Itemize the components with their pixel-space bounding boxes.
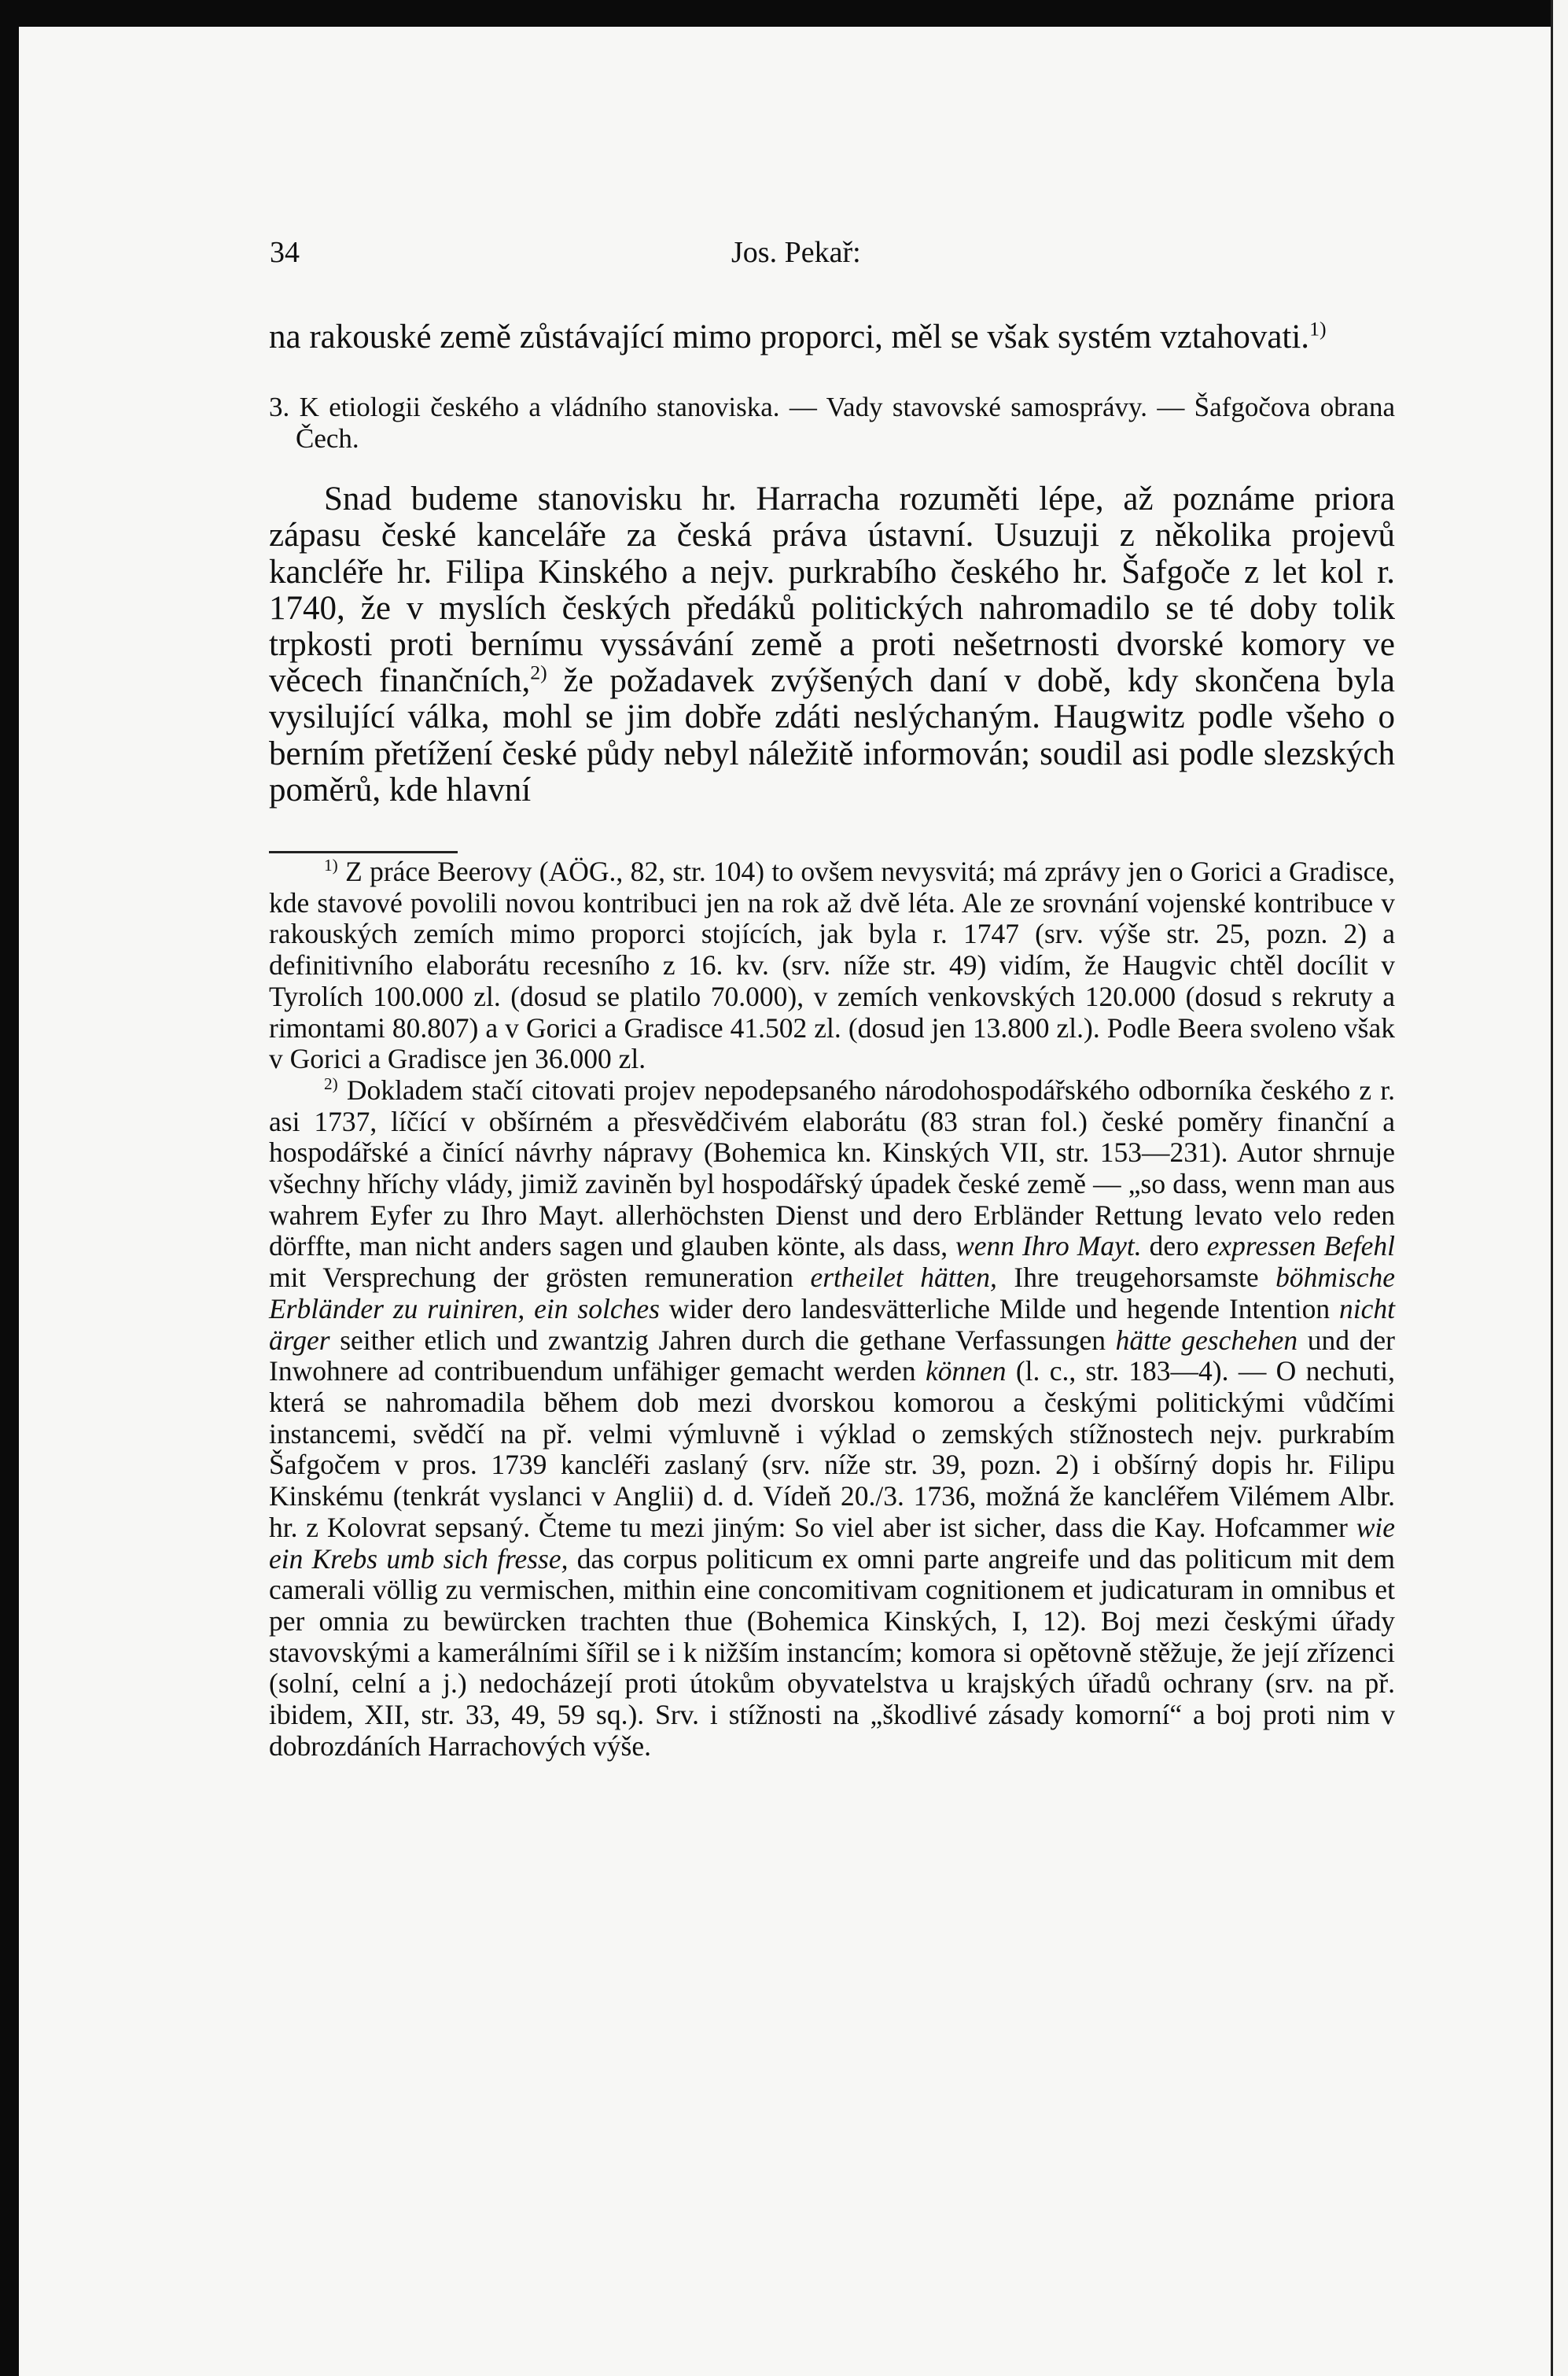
footnote-ref-2: 2) [530, 661, 547, 684]
paragraph-main: Snad budeme stanovisku hr. Harracha rozuměti lépe, až poznáme priora zápasu české kanceláře za česká práva ústavní. Usuzuji z několika projevů kancléře hr. Filipa Kinského a nejv. purkrabího českého hr. Šafgoče z let kol r. 1740, že v myslích českých předáků politických nahromadilo se té doby tolik trpkosti proti bernímu vyssávání země a proti nešetrnosti dvorské komory ve věcech finančních,$^{2)}$ že požadavek zvýšených daní v době, kdy skončena byla vysilující válka, mohl se jim dobře zdáti neslýchaným. Haugwitz podle všeho o berním přetížení české půdy nebyl náležitě informován; soudil asi podle slezských poměrů, kde hlavní [269, 481, 1395, 809]
page-number: 34 [270, 236, 300, 269]
footnote-rule [269, 851, 458, 853]
footnote-marker: 2) [324, 1074, 338, 1094]
footnote-1: $^{1)}$ Z práce Beerovy (AÖG., 82, str. 104) to ovšem nevysvitá; má zprávy jen o Gorici a Gradisce, kde stavové povolili novou kontribuci jen na rok až dvě léta. Ale ze srovnání vojenské kontribuce v rakouských zemích mimo proporci stojících, jak byla r. 1747 (srv. výše str. 25, pozn. 2) a definitivního elaborátu recesního z 16. kv. (srv. níže str. 49) vidím, že Haugvic chtěl docílit v Tyrolích 100.000 zl. (dosud se platilo 70.000), v zemích venkovských 120.000 (dosud s rekruty a rimontami 80.807) a v Gorici a Gradisce 41.502 zl. (dosud jen 13.800 zl.). Podle Beera svoleno však v Gorici a Gradisce jen 36.000 zl. [269, 856, 1395, 1075]
paragraph-continued: na rakouské země zůstávající mimo proporci, měl se však systém vztahovati.$^{1)}$ [269, 317, 1327, 355]
section-heading: 3. K etiologii českého a vládního stanoviska. — Vady stavovské samosprávy. — Šafgočova obrana Čech. [269, 392, 1395, 455]
running-title: Jos. Pekař: [731, 236, 861, 269]
footnote-2: $^{2)}$ Dokladem stačí citovati projev nepodepsaného národohospodářského odborníka českého z r. asi 1737, líčící v obšírném a přesvědčivém elaborátu (83 stran fol.) české poměry finanční a hospodářské a činící návrhy nápravy (Bohemica kn. Kinských VII, str. 153—231). Autor shrnuje všechny hříchy vlády, jimiž zaviněn byl hospodářský úpadek české země — „so dass, wenn man aus wahrem Eyfer zu Ihro Mayt. allerhöchsten Dienst und dero Erbländer Rettung levato velo reden dörffte, man nicht anders sagen und glauben könte, als dass, wenn Ihro Mayt. dero expressen Befehl mit Versprechung der grösten remuneration ertheilet hätten, Ihre treugehorsamste böhmische Erbländer zu ruiniren, ein solches wider dero landesvätterliche Milde und hegende Intention nicht ärger seither etlich und zwantzig Jahren durch die gethane Verfassungen hätte geschehen und der Inwohnere ad contribuendum unfähiger gemacht werden können (l. c., str. 183—4). — O nechuti, která se nahromadila během dob mezi dvorskou komorou a českými politickými vůdčími instancemi, svědčí na př. velmi výmluvně i výklad o zemských stížnostech nejv. purkrabím Šafgočem v pros. 1739 kancléři zaslaný (srv. níže str. 39, pozn. 2) i obšírný dopis hr. Filipu Kinskému (tenkrát vyslanci v Anglii) d. d. Vídeň 20./3. 1736, možná že kancléřem Vilémem Albr. hr. z Kolovrat sepsaný. Čteme tu mezi jiným: So viel aber ist sicher, dass die Kay. Hofcammer wie ein Krebs umb sich fresse, das corpus politicum ex omni parte angreife und das politicum mit dem camerali völlig zu vermischen, mithin eine concomitivam cognitionem et judicaturam in omnibus et per omnia zu bewürcken trachten thue (Bohemica Kinských, I, 12). Boj mezi českými úřady stavovskými a kamerálními šířil se i k nižším instancím; komora si opětovně stěžuje, že její zřízenci (solní, celní a j.) nedocházejí proti útokům obyvatelstva u krajských úřadů ochrany (srv. na př. ibidem, XII, str. 33, 49, 59 sq.). Srv. i stížnosti na „škodlivé zásady komorní“ a boj proti nim v dobrozdáních Harrachových výše. [269, 1074, 1396, 1762]
page-content [269, 319, 1395, 1762]
footnote-ref-1: 1) [1309, 317, 1327, 341]
scan-edge [1551, 0, 1568, 2376]
book-page [19, 27, 1551, 2376]
footnote-marker: 1) [324, 856, 338, 875]
